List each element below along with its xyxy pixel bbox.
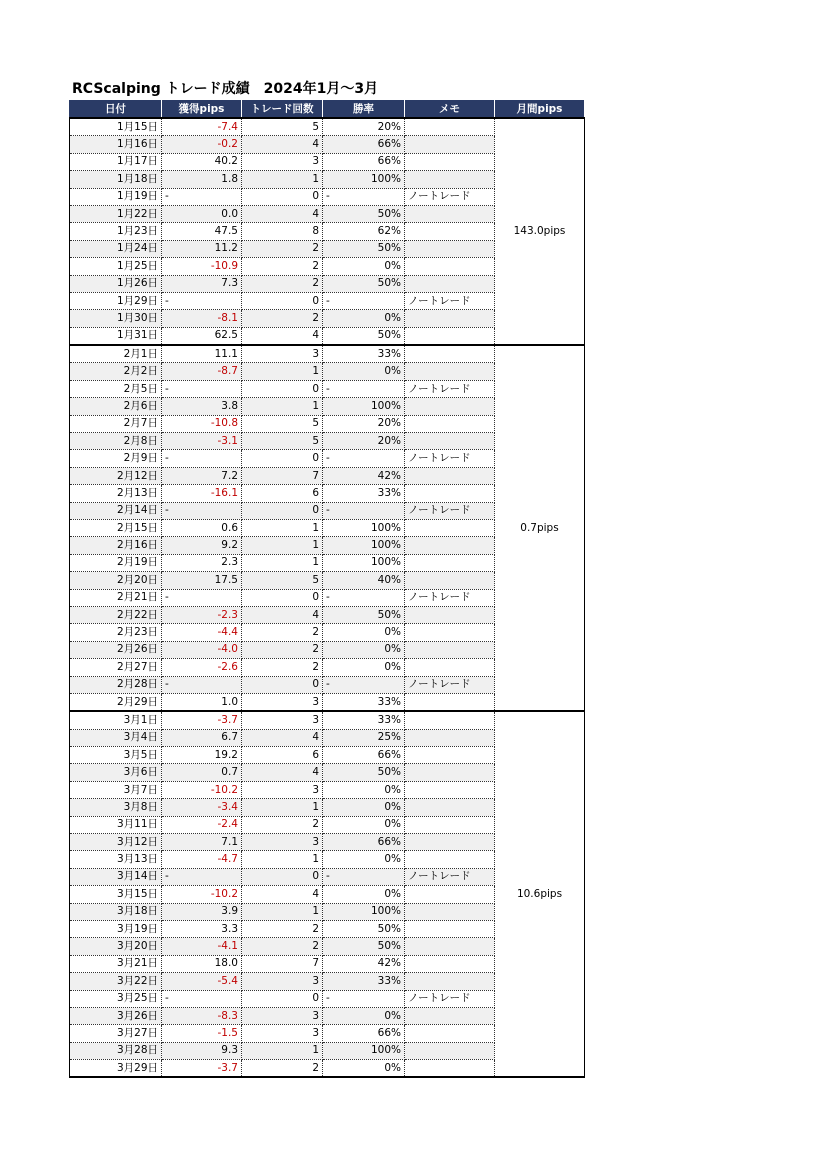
trade-count-cell: 2 xyxy=(242,258,323,275)
memo-cell xyxy=(405,171,495,188)
header-win-rate: 勝率 xyxy=(323,100,405,118)
pips-cell: -4.7 xyxy=(162,851,242,868)
memo-cell xyxy=(405,851,495,868)
date-cell: 3月20日 xyxy=(70,938,162,955)
memo-cell xyxy=(405,433,495,450)
pips-cell: -3.7 xyxy=(162,711,242,729)
trade-count-cell: 3 xyxy=(242,1007,323,1024)
page-title: RCScalping トレード成績 2024年1月～3月 xyxy=(72,81,379,97)
pips-cell: 40.2 xyxy=(162,153,242,170)
header-memo: メモ xyxy=(405,100,495,118)
pips-cell: - xyxy=(162,450,242,467)
memo-cell: ノートレード xyxy=(405,292,495,309)
table-row xyxy=(70,118,585,136)
memo-cell xyxy=(405,310,495,327)
trade-count-cell: 0 xyxy=(242,502,323,519)
pips-cell: -2.6 xyxy=(162,659,242,676)
trade-count-cell: 5 xyxy=(242,433,323,450)
date-cell: 3月15日 xyxy=(70,886,162,903)
pips-cell: 19.2 xyxy=(162,747,242,764)
win-rate-cell: 66% xyxy=(323,747,405,764)
pips-cell: - xyxy=(162,868,242,885)
win-rate-cell: 20% xyxy=(323,415,405,432)
trade-count-cell: 4 xyxy=(242,327,323,345)
trade-count-cell: 2 xyxy=(242,938,323,955)
date-cell: 2月9日 xyxy=(70,450,162,467)
win-rate-cell: 20% xyxy=(323,433,405,450)
memo-cell xyxy=(405,973,495,990)
memo-cell xyxy=(405,641,495,658)
win-rate-cell: 0% xyxy=(323,1060,405,1078)
pips-cell: - xyxy=(162,188,242,205)
trade-count-cell: 0 xyxy=(242,868,323,885)
trade-count-cell: 0 xyxy=(242,292,323,309)
trade-count-cell: 1 xyxy=(242,799,323,816)
trade-count-cell: 6 xyxy=(242,485,323,502)
memo-cell xyxy=(405,153,495,170)
pips-cell: -5.4 xyxy=(162,973,242,990)
win-rate-cell: 50% xyxy=(323,938,405,955)
win-rate-cell: - xyxy=(323,868,405,885)
pips-cell: -0.2 xyxy=(162,136,242,153)
memo-cell xyxy=(405,693,495,711)
date-cell: 1月30日 xyxy=(70,310,162,327)
pips-cell: 3.3 xyxy=(162,920,242,937)
pips-cell: -4.0 xyxy=(162,641,242,658)
date-cell: 2月7日 xyxy=(70,415,162,432)
memo-cell xyxy=(405,764,495,781)
trade-count-cell: 2 xyxy=(242,275,323,292)
date-cell: 2月21日 xyxy=(70,589,162,606)
memo-cell: ノートレード xyxy=(405,589,495,606)
date-cell: 2月12日 xyxy=(70,467,162,484)
memo-cell xyxy=(405,519,495,536)
trade-count-cell: 1 xyxy=(242,519,323,536)
date-cell: 2月6日 xyxy=(70,398,162,415)
memo-cell xyxy=(405,624,495,641)
pips-cell: 2.3 xyxy=(162,554,242,571)
win-rate-cell: 100% xyxy=(323,171,405,188)
pips-cell: 47.5 xyxy=(162,223,242,240)
memo-cell xyxy=(405,258,495,275)
trade-count-cell: 4 xyxy=(242,136,323,153)
memo-cell xyxy=(405,886,495,903)
pips-cell: 7.1 xyxy=(162,834,242,851)
memo-cell xyxy=(405,363,495,380)
win-rate-cell: 100% xyxy=(323,903,405,920)
trade-count-cell: 1 xyxy=(242,398,323,415)
pips-cell: 0.7 xyxy=(162,764,242,781)
trade-count-cell: 5 xyxy=(242,415,323,432)
trade-count-cell: 3 xyxy=(242,1025,323,1042)
pips-cell: 0.0 xyxy=(162,205,242,222)
trade-count-cell: 1 xyxy=(242,171,323,188)
pips-cell: -4.1 xyxy=(162,938,242,955)
win-rate-cell: 0% xyxy=(323,363,405,380)
win-rate-cell: 25% xyxy=(323,729,405,746)
date-cell: 3月25日 xyxy=(70,990,162,1007)
win-rate-cell: 50% xyxy=(323,240,405,257)
memo-cell xyxy=(405,903,495,920)
trade-count-cell: 1 xyxy=(242,363,323,380)
header-trade-count: トレード回数 xyxy=(242,100,323,118)
win-rate-cell: 50% xyxy=(323,275,405,292)
trade-count-cell: 1 xyxy=(242,537,323,554)
trade-count-cell: 1 xyxy=(242,554,323,571)
monthly-pips-cell: 10.6pips xyxy=(495,711,585,1077)
table-row xyxy=(70,345,585,363)
date-cell: 1月31日 xyxy=(70,327,162,345)
pips-cell: 3.8 xyxy=(162,398,242,415)
date-cell: 2月26日 xyxy=(70,641,162,658)
memo-cell xyxy=(405,467,495,484)
trade-count-cell: 3 xyxy=(242,973,323,990)
date-cell: 3月13日 xyxy=(70,851,162,868)
win-rate-cell: 66% xyxy=(323,1025,405,1042)
memo-cell xyxy=(405,955,495,972)
pips-cell: - xyxy=(162,676,242,693)
trade-count-cell: 3 xyxy=(242,781,323,798)
memo-cell xyxy=(405,537,495,554)
win-rate-cell: 50% xyxy=(323,920,405,937)
memo-cell xyxy=(405,1025,495,1042)
pips-cell: -2.3 xyxy=(162,606,242,623)
date-cell: 1月29日 xyxy=(70,292,162,309)
pips-cell: -2.4 xyxy=(162,816,242,833)
win-rate-cell: 33% xyxy=(323,693,405,711)
date-cell: 3月4日 xyxy=(70,729,162,746)
memo-cell xyxy=(405,1060,495,1078)
trade-count-cell: 3 xyxy=(242,153,323,170)
date-cell: 2月29日 xyxy=(70,693,162,711)
pips-cell: -8.7 xyxy=(162,363,242,380)
pips-cell: - xyxy=(162,380,242,397)
memo-cell xyxy=(405,205,495,222)
trade-count-cell: 3 xyxy=(242,711,323,729)
date-cell: 2月1日 xyxy=(70,345,162,363)
date-cell: 1月16日 xyxy=(70,136,162,153)
trade-count-cell: 5 xyxy=(242,572,323,589)
date-cell: 3月8日 xyxy=(70,799,162,816)
date-cell: 1月22日 xyxy=(70,205,162,222)
monthly-pips-cell: 0.7pips xyxy=(495,345,585,711)
win-rate-cell: 66% xyxy=(323,136,405,153)
win-rate-cell: - xyxy=(323,450,405,467)
trade-count-cell: 2 xyxy=(242,816,323,833)
header-pips: 獲得pips xyxy=(162,100,242,118)
trade-count-cell: 3 xyxy=(242,345,323,363)
date-cell: 2月23日 xyxy=(70,624,162,641)
date-cell: 2月19日 xyxy=(70,554,162,571)
date-cell: 2月22日 xyxy=(70,606,162,623)
pips-cell: - xyxy=(162,292,242,309)
trade-count-cell: 1 xyxy=(242,1042,323,1059)
memo-cell xyxy=(405,816,495,833)
win-rate-cell: - xyxy=(323,990,405,1007)
memo-cell xyxy=(405,485,495,502)
date-cell: 3月26日 xyxy=(70,1007,162,1024)
memo-cell xyxy=(405,659,495,676)
date-cell: 2月14日 xyxy=(70,502,162,519)
pips-cell: 3.9 xyxy=(162,903,242,920)
date-cell: 3月7日 xyxy=(70,781,162,798)
memo-cell xyxy=(405,240,495,257)
pips-cell: -3.4 xyxy=(162,799,242,816)
pips-cell: 1.0 xyxy=(162,693,242,711)
pips-cell: -1.5 xyxy=(162,1025,242,1042)
pips-cell: - xyxy=(162,502,242,519)
win-rate-cell: 0% xyxy=(323,641,405,658)
trade-count-cell: 2 xyxy=(242,659,323,676)
win-rate-cell: 62% xyxy=(323,223,405,240)
memo-cell xyxy=(405,799,495,816)
memo-cell xyxy=(405,415,495,432)
date-cell: 2月28日 xyxy=(70,676,162,693)
win-rate-cell: 50% xyxy=(323,606,405,623)
trade-count-cell: 0 xyxy=(242,188,323,205)
date-cell: 1月25日 xyxy=(70,258,162,275)
trade-count-cell: 2 xyxy=(242,624,323,641)
memo-cell xyxy=(405,606,495,623)
memo-cell xyxy=(405,747,495,764)
trade-count-cell: 0 xyxy=(242,380,323,397)
date-cell: 2月27日 xyxy=(70,659,162,676)
trade-count-cell: 4 xyxy=(242,886,323,903)
date-cell: 3月22日 xyxy=(70,973,162,990)
win-rate-cell: 100% xyxy=(323,398,405,415)
memo-cell: ノートレード xyxy=(405,676,495,693)
win-rate-cell: 0% xyxy=(323,886,405,903)
win-rate-cell: 33% xyxy=(323,711,405,729)
pips-cell: 7.2 xyxy=(162,467,242,484)
memo-cell: ノートレード xyxy=(405,502,495,519)
pips-cell: 0.6 xyxy=(162,519,242,536)
pips-cell: -7.4 xyxy=(162,118,242,136)
win-rate-cell: - xyxy=(323,676,405,693)
trade-count-cell: 2 xyxy=(242,310,323,327)
memo-cell xyxy=(405,136,495,153)
pips-cell: 9.3 xyxy=(162,1042,242,1059)
pips-cell: -4.4 xyxy=(162,624,242,641)
date-cell: 1月23日 xyxy=(70,223,162,240)
memo-cell: ノートレード xyxy=(405,450,495,467)
trade-count-cell: 2 xyxy=(242,1060,323,1078)
pips-cell: 11.1 xyxy=(162,345,242,363)
trade-count-cell: 3 xyxy=(242,693,323,711)
memo-cell xyxy=(405,554,495,571)
pips-cell: -10.9 xyxy=(162,258,242,275)
memo-cell xyxy=(405,327,495,345)
trade-count-cell: 4 xyxy=(242,729,323,746)
win-rate-cell: - xyxy=(323,188,405,205)
date-cell: 3月28日 xyxy=(70,1042,162,1059)
win-rate-cell: - xyxy=(323,589,405,606)
win-rate-cell: 66% xyxy=(323,153,405,170)
trade-count-cell: 7 xyxy=(242,955,323,972)
table-body xyxy=(70,118,585,1077)
date-cell: 3月11日 xyxy=(70,816,162,833)
pips-cell: -10.8 xyxy=(162,415,242,432)
win-rate-cell: 0% xyxy=(323,310,405,327)
date-cell: 3月18日 xyxy=(70,903,162,920)
trade-count-cell: 1 xyxy=(242,903,323,920)
date-cell: 2月15日 xyxy=(70,519,162,536)
memo-cell xyxy=(405,1042,495,1059)
memo-cell xyxy=(405,572,495,589)
date-cell: 1月15日 xyxy=(70,118,162,136)
win-rate-cell: 100% xyxy=(323,554,405,571)
trade-count-cell: 1 xyxy=(242,851,323,868)
monthly-pips-cell: 143.0pips xyxy=(495,118,585,345)
win-rate-cell: 0% xyxy=(323,851,405,868)
pips-cell: 6.7 xyxy=(162,729,242,746)
win-rate-cell: 0% xyxy=(323,1007,405,1024)
trade-count-cell: 0 xyxy=(242,589,323,606)
win-rate-cell: 0% xyxy=(323,781,405,798)
date-cell: 3月19日 xyxy=(70,920,162,937)
pips-cell: 1.8 xyxy=(162,171,242,188)
trade-count-cell: 2 xyxy=(242,920,323,937)
memo-cell xyxy=(405,729,495,746)
pips-cell: 17.5 xyxy=(162,572,242,589)
trade-count-cell: 3 xyxy=(242,834,323,851)
trade-count-cell: 6 xyxy=(242,747,323,764)
date-cell: 2月8日 xyxy=(70,433,162,450)
header-row xyxy=(70,100,585,118)
trade-count-cell: 0 xyxy=(242,450,323,467)
trade-count-cell: 4 xyxy=(242,606,323,623)
date-cell: 3月29日 xyxy=(70,1060,162,1078)
win-rate-cell: 20% xyxy=(323,118,405,136)
win-rate-cell: 50% xyxy=(323,764,405,781)
header-monthly-pips: 月間pips xyxy=(495,100,585,118)
win-rate-cell: 0% xyxy=(323,816,405,833)
memo-cell xyxy=(405,711,495,729)
win-rate-cell: 33% xyxy=(323,485,405,502)
trade-count-cell: 8 xyxy=(242,223,323,240)
date-cell: 2月2日 xyxy=(70,363,162,380)
pips-cell: -10.2 xyxy=(162,781,242,798)
memo-cell xyxy=(405,223,495,240)
date-cell: 2月16日 xyxy=(70,537,162,554)
pips-cell: 18.0 xyxy=(162,955,242,972)
win-rate-cell: 42% xyxy=(323,955,405,972)
trade-count-cell: 4 xyxy=(242,205,323,222)
trade-count-cell: 2 xyxy=(242,240,323,257)
date-cell: 2月5日 xyxy=(70,380,162,397)
win-rate-cell: 100% xyxy=(323,519,405,536)
memo-cell xyxy=(405,938,495,955)
memo-cell xyxy=(405,834,495,851)
pips-cell: -16.1 xyxy=(162,485,242,502)
pips-cell: - xyxy=(162,990,242,1007)
date-cell: 3月14日 xyxy=(70,868,162,885)
win-rate-cell: 100% xyxy=(323,537,405,554)
memo-cell: ノートレード xyxy=(405,868,495,885)
trade-results-table xyxy=(69,100,585,1078)
trade-count-cell: 0 xyxy=(242,676,323,693)
win-rate-cell: - xyxy=(323,380,405,397)
date-cell: 1月26日 xyxy=(70,275,162,292)
win-rate-cell: - xyxy=(323,502,405,519)
table-row xyxy=(70,711,585,729)
trade-count-cell: 0 xyxy=(242,990,323,1007)
trade-count-cell: 5 xyxy=(242,118,323,136)
win-rate-cell: 33% xyxy=(323,973,405,990)
trade-count-cell: 2 xyxy=(242,641,323,658)
memo-cell xyxy=(405,118,495,136)
pips-cell: -8.3 xyxy=(162,1007,242,1024)
date-cell: 1月17日 xyxy=(70,153,162,170)
date-cell: 3月1日 xyxy=(70,711,162,729)
date-cell: 1月18日 xyxy=(70,171,162,188)
memo-cell xyxy=(405,345,495,363)
win-rate-cell: 0% xyxy=(323,258,405,275)
pips-cell: 9.2 xyxy=(162,537,242,554)
date-cell: 3月5日 xyxy=(70,747,162,764)
date-cell: 1月19日 xyxy=(70,188,162,205)
pips-cell: 7.3 xyxy=(162,275,242,292)
memo-cell xyxy=(405,275,495,292)
pips-cell: -8.1 xyxy=(162,310,242,327)
header-date: 日付 xyxy=(70,100,162,118)
pips-cell: 62.5 xyxy=(162,327,242,345)
date-cell: 3月6日 xyxy=(70,764,162,781)
win-rate-cell: 50% xyxy=(323,327,405,345)
pips-cell: -10.2 xyxy=(162,886,242,903)
win-rate-cell: 40% xyxy=(323,572,405,589)
win-rate-cell: 100% xyxy=(323,1042,405,1059)
date-cell: 3月12日 xyxy=(70,834,162,851)
trade-count-cell: 4 xyxy=(242,764,323,781)
memo-cell: ノートレード xyxy=(405,188,495,205)
memo-cell xyxy=(405,920,495,937)
win-rate-cell: 0% xyxy=(323,799,405,816)
memo-cell: ノートレード xyxy=(405,380,495,397)
date-cell: 2月20日 xyxy=(70,572,162,589)
memo-cell xyxy=(405,398,495,415)
win-rate-cell: 42% xyxy=(323,467,405,484)
pips-cell: -3.1 xyxy=(162,433,242,450)
date-cell: 2月13日 xyxy=(70,485,162,502)
win-rate-cell: - xyxy=(323,292,405,309)
pips-cell: -3.7 xyxy=(162,1060,242,1078)
date-cell: 3月21日 xyxy=(70,955,162,972)
date-cell: 1月24日 xyxy=(70,240,162,257)
pips-cell: 11.2 xyxy=(162,240,242,257)
win-rate-cell: 50% xyxy=(323,205,405,222)
date-cell: 3月27日 xyxy=(70,1025,162,1042)
win-rate-cell: 33% xyxy=(323,345,405,363)
trade-count-cell: 7 xyxy=(242,467,323,484)
win-rate-cell: 66% xyxy=(323,834,405,851)
win-rate-cell: 0% xyxy=(323,624,405,641)
memo-cell xyxy=(405,1007,495,1024)
memo-cell: ノートレード xyxy=(405,990,495,1007)
pips-cell: - xyxy=(162,589,242,606)
win-rate-cell: 0% xyxy=(323,659,405,676)
memo-cell xyxy=(405,781,495,798)
